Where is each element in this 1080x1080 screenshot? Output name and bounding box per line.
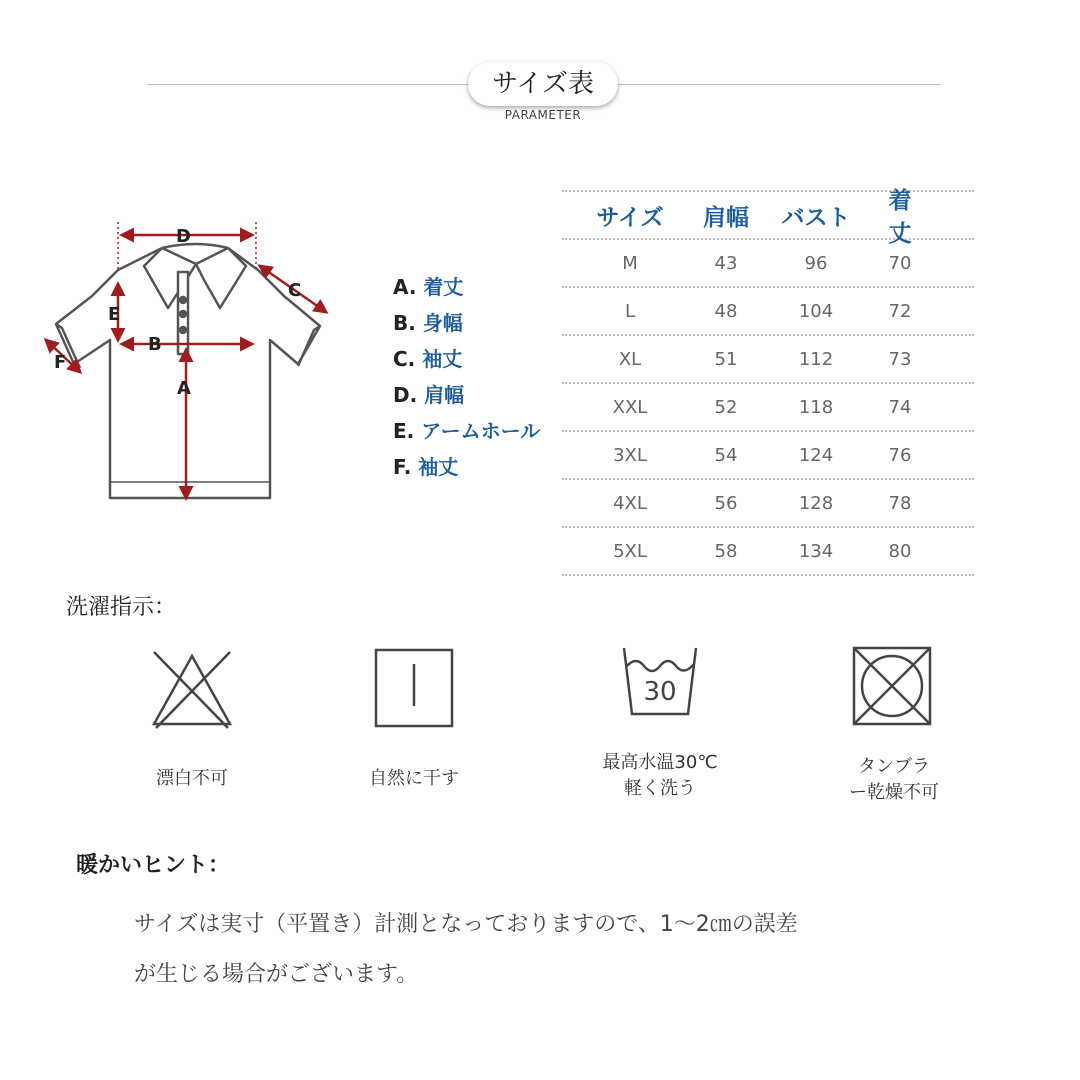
- shirt-diagram: [40, 200, 360, 520]
- wash-label-no-tumble: タンブラ ー乾燥不可: [849, 756, 939, 803]
- table-row: XL 51 112 73: [618, 348, 912, 370]
- wash-label-hang-dry: 自然に干す: [369, 768, 459, 789]
- table-row: XXL 52 118 74: [612, 396, 912, 418]
- measurement-legend: [393, 272, 540, 488]
- hint-text: サイズは実寸（平置き）計測となっておりますので、1～2㎝の誤差 が生じる場合がございます。: [134, 912, 798, 987]
- legend-item: C. 袖丈: [393, 347, 463, 371]
- header-line-right: [618, 84, 940, 85]
- legend-item: D. 肩幅: [393, 383, 465, 407]
- label-c: C: [288, 280, 302, 301]
- wash-label-no-bleach: 漂白不可: [156, 768, 228, 789]
- header-bust: バスト: [781, 204, 851, 231]
- no-bleach-icon: [150, 650, 234, 730]
- no-tumble-dry-icon: [850, 644, 934, 728]
- hint-title: 暖かいヒント：: [76, 853, 231, 878]
- hang-dry-icon: [374, 648, 454, 728]
- table-row: L 48 104 72: [624, 300, 912, 322]
- wash-temp: 30: [643, 677, 677, 707]
- wash-label-30: 最高水温30℃ 軽く洗う: [602, 752, 718, 799]
- label-b: B: [148, 334, 162, 355]
- header-length: 着丈: [888, 188, 912, 247]
- page-subtitle: PARAMETER: [504, 108, 582, 122]
- table-row: 4XL 56 128 78: [613, 492, 912, 514]
- label-d: D: [176, 226, 191, 247]
- header-line-left: [148, 84, 468, 85]
- header-shoulder: 肩幅: [703, 204, 749, 231]
- shirt-outline: [56, 244, 320, 498]
- wash-30-icon: [620, 644, 700, 720]
- table-row: M 43 96 70: [622, 252, 912, 274]
- table-header-row: [562, 188, 974, 247]
- legend-item: F. 袖丈: [393, 455, 459, 479]
- label-e: E: [108, 304, 121, 325]
- legend-item: B. 身幅: [393, 311, 463, 335]
- size-table: [562, 190, 974, 576]
- table-row: 5XL 58 134 80: [613, 540, 912, 562]
- label-a: A: [177, 378, 191, 399]
- table-row: 3XL 54 124 76: [613, 444, 912, 466]
- header-size: サイズ: [596, 204, 664, 231]
- label-f: F: [54, 352, 67, 373]
- legend-item: E. アームホール: [393, 419, 541, 443]
- page-title: サイズ表: [468, 62, 618, 106]
- legend-item: A. 着丈: [393, 275, 464, 299]
- washing-title: 洗濯指示：: [66, 595, 177, 620]
